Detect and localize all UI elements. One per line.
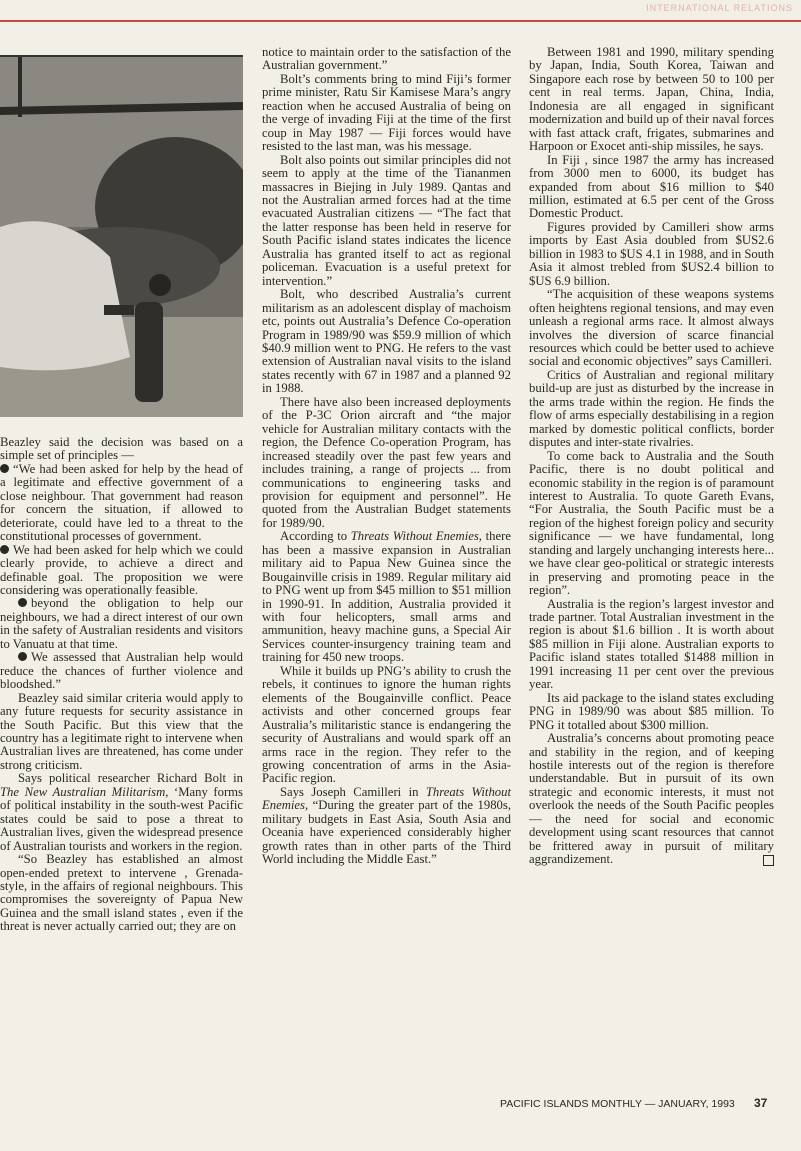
paragraph: Bolt, who described Australia’s current militarism as an adolescent display of machoism etc, points out Australia’s Defence Co-operation Program in 1989/90 was $59.9 million of which $40.9 million went to PNG. He refers to the vast extension of Australian naval visits to the island states recently with 67 in 1987 and a planned 92 in 1988. (262, 287, 511, 396)
paragraph: There have also been increased deployments of the P-3C Orion aircraft and “the major vehicle for Australian military contacts with the region, the Defence Co-operation Program, has increased steadily over the past few years and includes training, a range of projects ... from communications to engineering tasks and provision for equipment and personnel”. He quoted from the Australian Budget statements for 1989/90. (262, 394, 511, 530)
bullet-icon (0, 545, 9, 554)
paragraph: To come back to Australia and the South Pacific, there is no doubt political and economic stability in the region is of paramount interest to Australia. To quote Gareth Evans, “For Australia, the South Pacific must be a region of the highest foreign policy and security significance — we have fundamental, long standing and largely unchanging interests here... we have clear geo-political or strategic interests in preserving and promoting peace in the region”. (529, 448, 774, 598)
paragraph: Between 1981 and 1990, military spending by Japan, India, South Korea, Taiwan and Singapore each rose by between 50 to 100 per cent in real terms. Japan, China, India, Indonesia are all engaged in significant modernization and build up of their naval forces with fast attack craft, frigates, submarines and Harpoon or Exocet anti-ship missiles, he says. (529, 45, 774, 154)
paragraph: Bolt’s comments bring to mind Fiji’s former prime minister, Ratu Sir Kamisese Mara’s angry reaction when he accused Australia of being on the verge of invading Fiji at the time of the first coup in May 1987 — Fiji forces would have resisted to the last man, was his message. (262, 71, 511, 154)
paragraph: Beazley said the decision was based on a simple set of principles — (0, 435, 243, 463)
book-title: Threats Without Enemies, (350, 529, 482, 544)
paragraph: Says Joseph Camilleri in Threats Without Enemies, “During the greater part of the 1980s, military budgets in East Asia, South Asia and Oceania have experienced considerably higher growth rates than in other parts of the Third World including the Middle East.” (262, 784, 512, 867)
book-title: Threats Without Enemies, (262, 784, 512, 813)
bullet-paragraph: “We had been asked for help by the head of a legitimate and effective government of a close neighbour. That government had reason for concern the situation, if allowed to deteriorate, could have led to a threat to the constitutional processes of government. (0, 461, 243, 544)
paragraph: According to Threats Without Enemies, there has been a massive expansion in Australian military aid to Papua New Guinea since the Bougainville crisis in 1989. Regular military aid to PNG went up from $45 million to $51 million in 1990-91. In addition, Australia provided it with four helicopters, small arms and ammunition, heavy machine guns, a Special Air Services counter-insurgency training team and training for 450 new troops. (262, 529, 511, 665)
bullet-paragraph: We had been asked for help which we could clearly provide, to achieve a direct and definable goal. The proposition we were considering was operationally feasible. (0, 542, 243, 597)
article-photo (0, 55, 243, 417)
column-1 (0, 436, 243, 934)
running-header: INTERNATIONAL RELATIONS (646, 3, 793, 13)
column-2 (262, 46, 511, 867)
bullet-paragraph: beyond the obligation to help our neighbours, we had a direct interest of our own in the safety of Australian residents and visitors to Vanuatu at that time. (0, 596, 243, 651)
bullet-icon (18, 652, 27, 661)
end-mark-icon (763, 855, 774, 866)
paragraph: Australia’s concerns about promoting peace and stability in the region, and of keeping hostile interests out of the region is therefore understandable. But in pursuit of its own strategic and economic interests, it must not overlook the needs of the South Pacific peoples — the need for social and economic development using scant resources that cannot be frittered away in pursuit of military aggrandizement. (529, 731, 774, 867)
paragraph: Its aid package to the island states excluding PNG in 1989/90 was about $85 million. To PNG it totalled about $300 million. (529, 690, 774, 732)
book-title: The New Australian Militarism, (0, 784, 169, 799)
page-number: 37 (754, 1096, 768, 1110)
column-3 (529, 46, 774, 867)
paragraph: Figures provided by Camilleri show arms imports by East Asia doubled from $US2.6 billion in 1983 to $US 4.1 in 1988, and in South Asia it almost trebled from $US2.4 billion to $US 6.9 billion. (529, 219, 774, 288)
bullet-paragraph: We assessed that Australian help would reduce the chances of further violence and bloodshed.” (0, 650, 243, 692)
bullet-icon (0, 464, 9, 473)
paragraph: notice to maintain order to the satisfaction of the Australian government.” (262, 45, 511, 73)
paragraph: Australia is the region’s largest investor and trade partner. Total Australian investment in the region is about $1.6 billion . It is worth about $85 million in Fiji alone. Australian exports to Pacific island states totalled $1488 million in 1991 increasing 11 per cent over the previous year. (529, 596, 774, 692)
paragraph: “So Beazley has established an almost open-ended pretext to intervene , Grenada-style, in the affairs of regional neighbours. This compromises the sovereignty of Papua New Guinea and the small island states , even if the threat is never actually carried out; they are on (0, 852, 243, 934)
paragraph: While it builds up PNG’s ability to crush the rebels, it continues to ignore the human rights elements of the Bougainville conflict. Peace activists and other concerned groups fear Australia’s militaristic stance is endangering the security of Australians and would spark off an arms race in the region. They refer to the growing concentration of arms in the Asia-Pacific region. (262, 663, 511, 786)
paragraph: Says political researcher Richard Bolt in The New Australian Militarism, ‘Many forms of political instability in the south-west Pacific states could be said to pose a threat to Australian lives, given the widespread presence of Australian tourists and workers in the region. (0, 771, 243, 853)
paragraph: Beazley said similar criteria would apply to any future requests for security assistance in the South Pacific. But this view that the country has a legitimate right to intervene when Australian lives are threatened, has come under strong criticism. (0, 690, 243, 772)
footer-publication: PACIFIC ISLANDS MONTHLY — JANUARY, 1993 (500, 1098, 735, 1110)
paragraph: In Fiji , since 1987 the army has increased from 3000 men to 6000, its budget has expanded from about $16 million to $40 million, estimated at 6.5 per cent of the Gross Domestic Product. (529, 152, 774, 221)
bullet-icon (18, 598, 27, 607)
paragraph: Critics of Australian and regional military build-up are just as disturbed by the increase in the arms trade within the region. He finds the flow of arms especially destabilising in a region marked by domestic political conflicts, border disputes and inter-state rivalries. (529, 367, 774, 450)
photo-icon (0, 57, 243, 417)
paragraph: “The acquisition of these weapons systems often heightens regional tensions, and may even unleash a regional arms race. It almost always involves the diversion of scarce financial resources which could be better used to achieve social and economic objectives” says Camilleri. (529, 287, 774, 369)
paragraph: Bolt also points out similar principles did not seem to apply at the time of the Tiananmen massacres in Biejing in July 1989. Qantas and not the Australian armed forces had at the time evacuated Australian citizens — “The fact that the latter response has been held in reserve for South Pacific island states indicates the licence Australia has granted itself to act as regional policeman. Evacuation is a useful pretext for intervention.” (262, 152, 511, 288)
top-rule (0, 20, 801, 22)
